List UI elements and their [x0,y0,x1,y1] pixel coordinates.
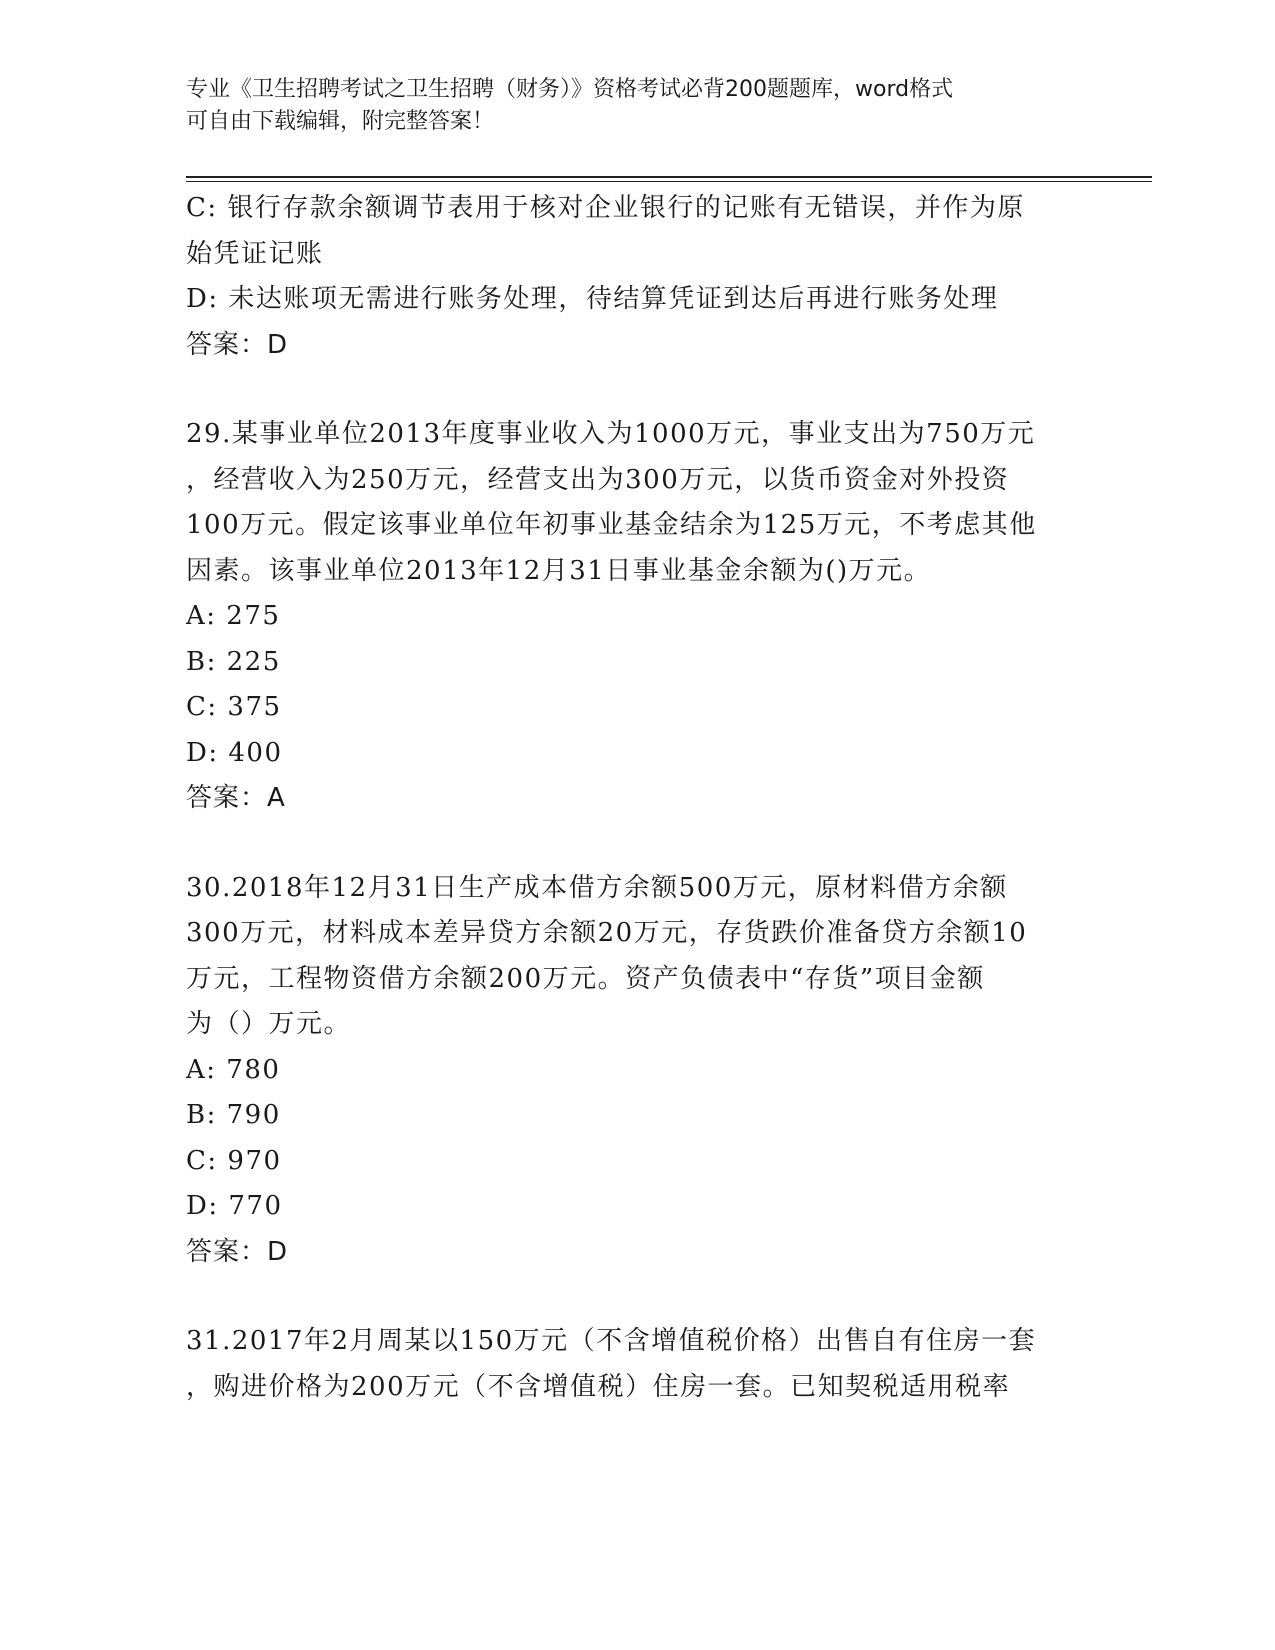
question-text-line-3: 万元，工程物资借方余额200万元。资产负债表中“存货”项目金额 [186,963,985,994]
header-divider-thin [186,181,1152,182]
option-d: D: 770 [186,1191,283,1221]
document-body [186,186,1086,1410]
question-text-line-4: 为（）万元。 [186,1009,352,1039]
spacer [186,822,1086,866]
answer: 答案：D [186,329,289,360]
question-31 [186,1319,1086,1410]
question-text-line-2: ，购进价格为200万元（不含增值税）住房一套。已知契税适用税率 [186,1371,1011,1402]
answer: 答案：A [186,783,286,813]
question-28-continued [186,186,1086,368]
header-line-2: 可自由下载编辑，附完整答案！ [186,109,495,134]
spacer [186,368,1086,412]
option-a: A: 275 [186,601,281,631]
option-d: D: 未达账项无需进行账务处理，待结算凭证到达后再进行账务处理 [186,284,999,314]
option-d: D: 400 [186,737,283,768]
option-b: B: 790 [186,1100,281,1130]
header-line-1: 专业《卫生招聘考试之卫生招聘（财务）》资格考试必背200题题库，word格式 [186,77,954,102]
option-c-line-1: C: 银行存款余额调节表用于核对企业银行的记账有无错误，并作为原 [186,193,1025,223]
question-text-line-1: 29.某事业单位2013年度事业收入为1000万元，事业支出为750万元 [186,419,1036,449]
document-header [186,74,1086,138]
option-b: B: 225 [186,646,281,677]
question-text-line-4: 因素。该事业单位2013年12月31日事业基金余额为()万元。 [186,555,932,586]
question-29 [186,412,1086,822]
option-c-line-2: 始凭证记账 [186,238,324,269]
question-text-line-3: 100万元。假定该事业单位年初事业基金结余为125万元，不考虑其他 [186,510,1037,540]
answer: 答案：D [186,1236,289,1267]
question-text-line-2: 300万元，材料成本差异贷方余额20万元，存货跌价准备贷方余额10 [186,918,1028,948]
question-text-line-1: 30.2018年12月31日生产成本借方余额500万元，原材料借方余额 [186,872,1008,903]
question-text-line-1: 31.2017年2月周某以150万元（不含增值税价格）出售自有住房一套 [186,1326,1037,1356]
question-30 [186,866,1086,1276]
option-c: C: 970 [186,1145,282,1176]
question-text-line-2: ，经营收入为250万元，经营支出为300万元，以货币资金对外投资 [186,464,1010,495]
header-divider-thick [186,176,1152,178]
option-a: A: 780 [186,1054,281,1085]
spacer [186,1275,1086,1319]
option-c: C: 375 [186,692,282,722]
